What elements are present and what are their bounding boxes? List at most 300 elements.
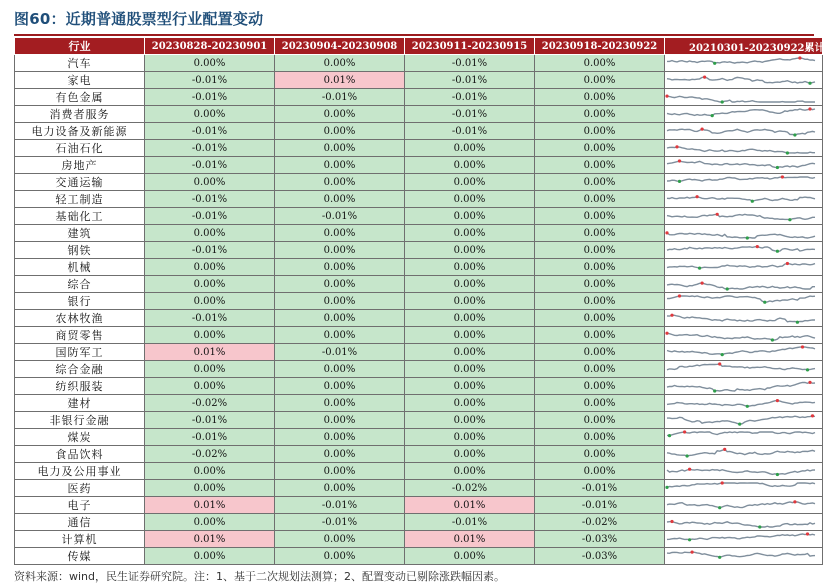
change-week-3: 0.00% [405,310,535,327]
sparkline-max-marker [678,159,681,162]
change-week-1: 0.00% [145,225,275,242]
sparkline-chart [665,429,817,445]
change-week-4: 0.00% [535,361,665,378]
sparkline-path [667,449,815,456]
change-week-1: 0.01% [145,344,275,361]
cumulative-sparkline [665,191,823,208]
sparkline-path [667,129,815,135]
change-week-2: -0.01% [275,497,405,514]
sparkline-chart [665,157,817,173]
sparkline-max-marker [808,381,811,384]
change-week-1: -0.01% [145,208,275,225]
industry-name: 基础化工 [15,208,145,225]
table-row [15,412,823,429]
table-row [15,55,823,72]
sparkline-chart [665,327,817,343]
change-week-2: 0.00% [275,361,405,378]
change-week-2: 0.00% [275,191,405,208]
industry-name: 轻工制造 [15,191,145,208]
sparkline-chart [665,361,817,377]
change-week-3: 0.00% [405,276,535,293]
sparkline-min-marker [808,82,811,85]
change-week-3: 0.01% [405,497,535,514]
header-row [15,38,823,55]
industry-name: 电力及公用事业 [15,463,145,480]
table-row [15,174,823,191]
sparkline-min-marker [665,486,668,489]
change-week-1: -0.01% [145,191,275,208]
cumulative-sparkline [665,208,823,225]
change-week-2: 0.00% [275,463,405,480]
cumulative-sparkline [665,174,823,191]
change-week-3: 0.00% [405,412,535,429]
table-row [15,106,823,123]
cumulative-sparkline [665,276,823,293]
industry-name: 建材 [15,395,145,412]
table-row [15,89,823,106]
sparkline-min-marker [721,100,724,103]
header-week-3: 20230911-20230915 [405,38,535,55]
header-industry: 行业 [15,38,145,55]
table-row [15,344,823,361]
sparkline-chart [665,140,817,156]
change-week-2: 0.00% [275,327,405,344]
sparkline-max-marker [665,332,668,335]
table-row [15,225,823,242]
sparkline-max-marker [701,128,704,131]
sparkline-path [667,283,815,289]
sparkline-max-marker [776,399,779,402]
sparkline-chart [665,480,817,496]
sparkline-chart [665,548,817,564]
change-week-3: 0.00% [405,378,535,395]
sparkline-path [667,416,815,424]
change-week-4: 0.00% [535,327,665,344]
change-week-3: 0.00% [405,463,535,480]
sparkline-path [667,382,815,391]
change-week-1: -0.01% [145,123,275,140]
sparkline-max-marker [801,345,804,348]
change-week-1: 0.00% [145,293,275,310]
sparkline-min-marker [698,267,701,270]
sparkline-max-marker [806,532,809,535]
table-row [15,531,823,548]
table-row [15,395,823,412]
cumulative-sparkline [665,55,823,72]
cumulative-sparkline [665,89,823,106]
change-week-3: 0.00% [405,446,535,463]
industry-name: 国防军工 [15,344,145,361]
sparkline-max-marker [670,314,673,317]
sparkline-max-marker [798,56,801,59]
sparkline-path [667,147,815,153]
change-week-3: -0.01% [405,514,535,531]
change-week-2: 0.00% [275,378,405,395]
sparkline-path [667,333,815,340]
change-week-4: -0.01% [535,497,665,514]
change-week-4: 0.00% [535,225,665,242]
cumulative-sparkline [665,259,823,276]
change-week-2: 0.01% [275,72,405,89]
table-row [15,463,823,480]
cumulative-sparkline [665,378,823,395]
change-week-1: -0.01% [145,89,275,106]
industry-name: 银行 [15,293,145,310]
change-week-3: 0.00% [405,174,535,191]
change-week-2: 0.00% [275,123,405,140]
sparkline-chart [665,310,817,326]
industry-name: 石油石化 [15,140,145,157]
table-row [15,242,823,259]
change-week-1: 0.00% [145,361,275,378]
sparkline-min-marker [796,321,799,324]
sparkline-min-marker [688,538,691,541]
change-week-3: -0.01% [405,55,535,72]
sparkline-max-marker [721,481,724,484]
table-row [15,191,823,208]
change-week-4: 0.00% [535,463,665,480]
sparkline-chart [665,395,817,411]
industry-name: 综合 [15,276,145,293]
sparkline-chart [665,259,817,275]
sparkline-min-marker [713,62,716,65]
change-week-4: 0.00% [535,395,665,412]
sparkline-path [667,502,815,508]
sparkline-path [667,214,815,219]
change-week-4: -0.03% [535,548,665,565]
change-week-2: 0.00% [275,446,405,463]
table-row [15,72,823,89]
sparkline-max-marker [678,294,681,297]
industry-name: 医药 [15,480,145,497]
sparkline-min-marker [711,114,714,117]
sparkline-max-marker [691,551,694,554]
cumulative-sparkline [665,395,823,412]
change-week-3: 0.00% [405,429,535,446]
table-row [15,446,823,463]
change-week-2: 0.00% [275,242,405,259]
sparkline-min-marker [793,133,796,136]
table-row [15,548,823,565]
cumulative-sparkline [665,548,823,565]
allocation-table [14,37,834,565]
cumulative-sparkline [665,497,823,514]
sparkline-chart [665,72,817,88]
change-week-1: 0.00% [145,463,275,480]
change-week-1: 0.00% [145,480,275,497]
table-row [15,361,823,378]
sparkline-path [667,483,815,487]
sparkline-chart [665,497,817,513]
change-week-1: 0.00% [145,55,275,72]
sparkline-chart [665,531,817,547]
change-week-4: -0.02% [535,514,665,531]
change-week-4: 0.00% [535,123,665,140]
sparkline-max-marker [703,76,706,79]
change-week-1: -0.01% [145,140,275,157]
industry-name: 有色金属 [15,89,145,106]
sparkline-chart [665,123,817,139]
table-row [15,208,823,225]
change-week-2: 0.00% [275,548,405,565]
sparkline-path [667,296,815,302]
industry-name: 电子 [15,497,145,514]
sparkline-max-marker [675,145,678,148]
sparkline-chart [665,378,817,394]
sparkline-chart [665,55,817,71]
sparkline-path [667,109,815,116]
table-row [15,514,823,531]
table-row [15,140,823,157]
table-body [15,55,823,565]
sparkline-chart [665,463,817,479]
change-week-2: 0.00% [275,531,405,548]
table-row [15,157,823,174]
sparkline-min-marker [746,236,749,239]
change-week-3: 0.00% [405,395,535,412]
sparkline-path [667,96,815,102]
sparkline-max-marker [718,362,721,365]
sparkline-max-marker [696,195,699,198]
header-week-1: 20230828-20230901 [145,38,275,55]
sparkline-path [667,264,815,269]
change-week-2: 0.00% [275,412,405,429]
cumulative-sparkline [665,344,823,361]
change-week-2: 0.00% [275,174,405,191]
sparkline-chart [665,276,817,292]
sparkline-max-marker [786,262,789,265]
sparkline-path [667,58,815,63]
change-week-3: 0.00% [405,548,535,565]
industry-name: 家电 [15,72,145,89]
sparkline-max-marker [781,175,784,178]
sparkline-max-marker [756,245,759,248]
cumulative-sparkline [665,514,823,531]
change-week-1: 0.00% [145,327,275,344]
industry-name: 钢铁 [15,242,145,259]
change-week-1: -0.01% [145,310,275,327]
sparkline-chart [665,412,817,428]
change-week-3: -0.01% [405,106,535,123]
sparkline-path [667,432,815,436]
sparkline-min-marker [763,301,766,304]
change-week-3: 0.00% [405,259,535,276]
sparkline-min-marker [738,423,741,426]
industry-name: 煤炭 [15,429,145,446]
change-week-2: -0.01% [275,514,405,531]
sparkline-chart [665,191,817,207]
industry-name: 建筑 [15,225,145,242]
sparkline-path [667,364,815,370]
cumulative-sparkline [665,361,823,378]
cumulative-sparkline [665,463,823,480]
table-row [15,259,823,276]
sparkline-min-marker [718,506,721,509]
sparkline-chart [665,174,817,190]
change-week-4: 0.00% [535,55,665,72]
cumulative-sparkline [665,412,823,429]
industry-name: 通信 [15,514,145,531]
sparkline-max-marker [793,500,796,503]
source-note: 资料来源：wind，民生证券研究院。注：1、基于二次规划法测算；2、配置变动已剔除涨跌幅因素。 [14,570,506,583]
table-row [15,310,823,327]
change-week-4: 0.00% [535,157,665,174]
change-week-3: 0.00% [405,157,535,174]
table-row [15,429,823,446]
change-week-2: 0.00% [275,140,405,157]
change-week-4: 0.00% [535,446,665,463]
sparkline-min-marker [668,434,671,437]
change-week-2: -0.01% [275,344,405,361]
sparkline-max-marker [808,107,811,110]
change-week-3: 0.00% [405,293,535,310]
sparkline-chart [665,344,817,360]
sparkline-path [667,233,815,238]
change-week-3: 0.00% [405,225,535,242]
change-week-2: 0.00% [275,429,405,446]
change-week-3: -0.01% [405,123,535,140]
change-week-3: -0.01% [405,89,535,106]
industry-name: 综合金融 [15,361,145,378]
change-week-1: 0.00% [145,174,275,191]
table-container [14,37,834,563]
change-week-4: 0.00% [535,310,665,327]
sparkline-chart [665,208,817,224]
sparkline-path [667,315,815,322]
sparkline-path [667,401,815,407]
industry-name: 商贸零售 [15,327,145,344]
sparkline-min-marker [771,338,774,341]
change-week-4: 0.00% [535,106,665,123]
sparkline-path [667,77,815,83]
change-week-3: 0.00% [405,344,535,361]
sparkline-path [667,522,815,528]
change-week-2: 0.00% [275,157,405,174]
sparkline-min-marker [686,454,689,457]
industry-name: 农林牧渔 [15,310,145,327]
change-week-4: 0.00% [535,140,665,157]
industry-name: 汽车 [15,55,145,72]
industry-name: 纺织服装 [15,378,145,395]
sparkline-min-marker [721,353,724,356]
sparkline-min-marker [726,287,729,290]
change-week-3: 0.00% [405,208,535,225]
change-week-4: 0.00% [535,378,665,395]
cumulative-sparkline [665,293,823,310]
sparkline-min-marker [806,368,809,371]
cumulative-sparkline [665,429,823,446]
sparkline-max-marker [723,448,726,451]
change-week-4: 0.00% [535,344,665,361]
change-week-1: -0.01% [145,429,275,446]
cumulative-sparkline [665,157,823,174]
cumulative-sparkline [665,140,823,157]
header-week-4: 20230918-20230922 [535,38,665,55]
change-week-4: 0.00% [535,412,665,429]
table-row [15,378,823,395]
change-week-4: 0.00% [535,276,665,293]
change-week-3: 0.00% [405,242,535,259]
change-week-4: 0.00% [535,242,665,259]
table-row [15,327,823,344]
sparkline-max-marker [665,95,668,98]
change-week-4: 0.00% [535,72,665,89]
change-week-1: -0.02% [145,395,275,412]
change-week-3: 0.01% [405,531,535,548]
sparkline-path [667,197,815,202]
change-week-2: -0.01% [275,208,405,225]
change-week-4: -0.01% [535,480,665,497]
change-week-1: -0.01% [145,412,275,429]
change-week-4: 0.00% [535,174,665,191]
change-week-2: 0.00% [275,225,405,242]
sparkline-max-marker [665,231,668,234]
sparkline-min-marker [788,218,791,221]
cumulative-sparkline [665,106,823,123]
industry-name: 房地产 [15,157,145,174]
sparkline-max-marker [716,213,719,216]
change-week-3: 0.00% [405,361,535,378]
change-week-2: 0.00% [275,55,405,72]
header-cumulative-trend: 20210301-20230922累计变 [665,38,823,55]
change-week-4: 0.00% [535,191,665,208]
cumulative-sparkline [665,310,823,327]
cumulative-sparkline [665,123,823,140]
figure-title: 图60：近期普通股票型行业配置变动 [14,10,264,28]
sparkline-max-marker [701,282,704,285]
change-week-3: 0.00% [405,327,535,344]
change-week-2: 0.00% [275,106,405,123]
sparkline-max-marker [683,430,686,433]
change-week-3: 0.00% [405,191,535,208]
sparkline-min-marker [718,556,721,559]
sparkline-min-marker [758,525,761,528]
sparkline-chart [665,514,817,530]
change-week-3: -0.02% [405,480,535,497]
change-week-1: 0.00% [145,259,275,276]
sparkline-path [667,347,815,355]
change-week-3: 0.00% [405,140,535,157]
sparkline-chart [665,106,817,122]
cumulative-sparkline [665,242,823,259]
industry-name: 计算机 [15,531,145,548]
sparkline-max-marker [688,468,691,471]
change-week-2: 0.00% [275,276,405,293]
change-week-1: 0.00% [145,548,275,565]
change-week-1: 0.00% [145,106,275,123]
sparkline-chart [665,242,817,258]
change-week-4: 0.00% [535,429,665,446]
change-week-1: -0.01% [145,157,275,174]
change-week-1: -0.01% [145,242,275,259]
change-week-2: 0.00% [275,310,405,327]
table-row [15,497,823,514]
sparkline-path [667,552,815,557]
change-week-2: 0.00% [275,259,405,276]
industry-name: 交通运输 [15,174,145,191]
industry-name: 机械 [15,259,145,276]
change-week-1: 0.00% [145,514,275,531]
title-rule [14,34,814,36]
industry-name: 传媒 [15,548,145,565]
cumulative-sparkline [665,72,823,89]
cumulative-sparkline [665,225,823,242]
sparkline-min-marker [678,180,681,183]
sparkline-path [667,161,815,168]
sparkline-path [667,177,815,181]
table-row [15,123,823,140]
change-week-1: -0.02% [145,446,275,463]
